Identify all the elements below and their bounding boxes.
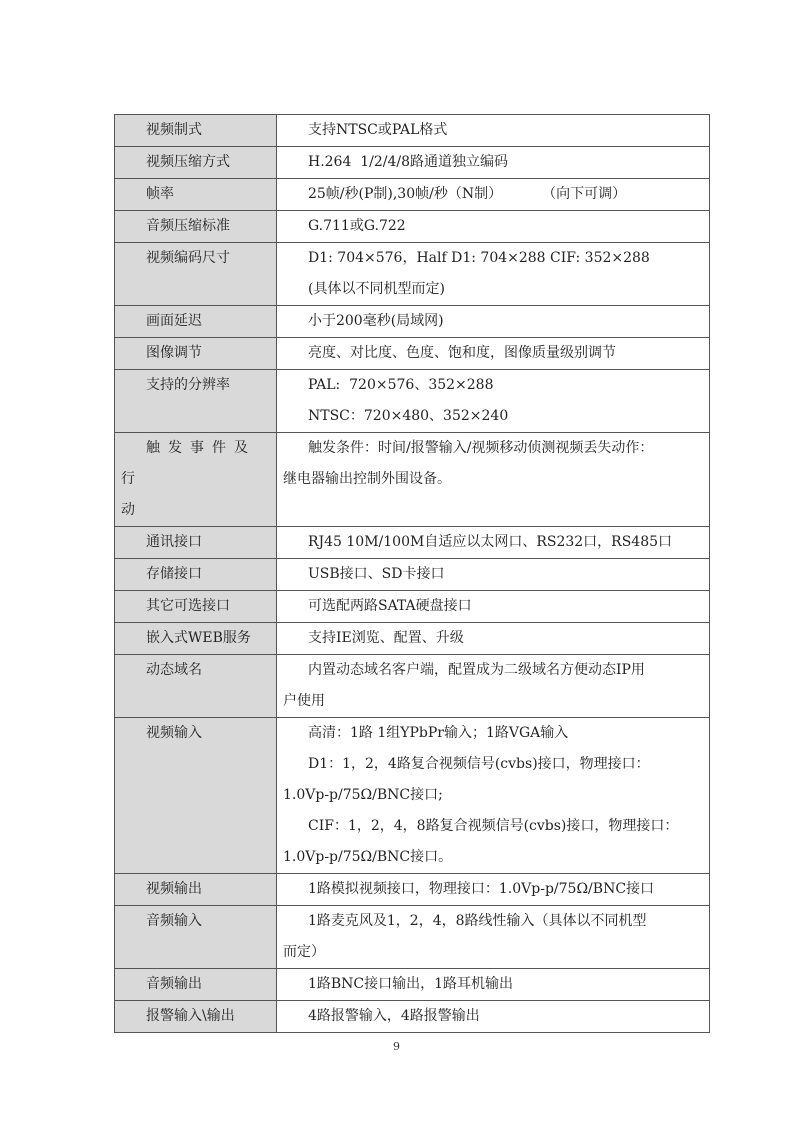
row-value: [276, 559, 709, 591]
row-label-text: 支持的分辨率: [146, 377, 230, 393]
row-value: [276, 243, 709, 306]
row-label: [115, 559, 277, 591]
row-label-text: 图像调节: [146, 345, 202, 361]
value-line: 户使用: [282, 693, 325, 709]
value-line: (具体以不同机型而定): [307, 281, 445, 297]
table-row: [115, 906, 710, 969]
value-line: 1.0Vp-p/75Ω/BNC接口。: [282, 849, 453, 865]
row-value: [276, 655, 709, 718]
row-value: [276, 527, 709, 559]
value-line: D1：1，2，4路复合视频信号(cvbs)接口，物理接口：: [307, 756, 650, 772]
value-line: RJ45 10M/100M自适应以太网口、RS232口，RS485口: [307, 534, 673, 550]
value-line: 支持NTSC或PAL格式: [307, 122, 448, 138]
row-label: [115, 527, 277, 559]
value-line: 亮度、对比度、色度、饱和度，图像质量级别调节: [307, 345, 616, 361]
row-value: [276, 906, 709, 969]
value-line: 1路麦克风及1，2，4，8路线性输入（具体以不同机型: [307, 913, 647, 929]
table-row: [115, 179, 710, 211]
row-label-text: 帧率: [146, 186, 174, 202]
page-number: 9: [393, 1040, 400, 1053]
row-value: [276, 179, 709, 211]
value-line: 25帧/秒(P制),30帧/秒（N制） （向下可调）: [307, 186, 627, 202]
row-label: [115, 179, 277, 211]
value-line: 小于200毫秒(局域网): [307, 313, 444, 329]
row-value: [276, 147, 709, 179]
value-line: D1: 704×576，Half D1: 704×288 CIF: 352×288: [307, 250, 650, 266]
row-label: [115, 433, 277, 527]
value-line: USB接口、SD卡接口: [307, 566, 445, 582]
row-value: [276, 623, 709, 655]
table-row: [115, 147, 710, 179]
row-label-text: 动: [121, 502, 135, 518]
value-line: NTSC：720×480、352×240: [307, 408, 509, 424]
row-value: [276, 115, 709, 147]
value-line: 内置动态域名客户端，配置成为二级域名方便动态IP用: [307, 662, 645, 678]
table-row: [115, 433, 710, 527]
row-label: [115, 306, 277, 338]
value-line: 触发条件：时间/报警输入/视频移动侦测视频丢失动作：: [307, 440, 654, 456]
row-label-text: 音频输入: [146, 913, 202, 929]
row-label-text: 视频输出: [146, 881, 202, 897]
row-label-text: 视频压缩方式: [146, 154, 230, 170]
row-label-text: 视频制式: [146, 122, 202, 138]
row-value: [276, 211, 709, 243]
table-row: [115, 243, 710, 306]
row-label-text: 视频编码尺寸: [146, 250, 230, 266]
row-label-text: 报警输入\输出: [146, 1008, 235, 1024]
row-label: [115, 370, 277, 433]
spec-table: [114, 114, 710, 1033]
row-label-text: 其它可选接口: [146, 598, 230, 614]
value-line: 4路报警输入，4路报警输出: [307, 1008, 480, 1024]
value-line: 而定）: [282, 944, 325, 960]
row-label: [115, 969, 277, 1001]
row-label: [115, 1001, 277, 1033]
row-value: [276, 591, 709, 623]
table-row: [115, 115, 710, 147]
row-label: [115, 211, 277, 243]
row-label: [115, 623, 277, 655]
value-line: 继电器输出控制外围设备。: [282, 471, 451, 487]
row-label-text: 视频输入: [146, 725, 202, 741]
value-line: 1.0Vp-p/75Ω/BNC接口;: [282, 787, 443, 803]
value-line: 高清：1路 1组YPbPr输入；1路VGA输入: [307, 725, 569, 741]
table-row: [115, 874, 710, 906]
row-value: [276, 370, 709, 433]
value-line: CIF：1，2，4，8路复合视频信号(cvbs)接口，物理接口：: [307, 818, 679, 834]
table-row: [115, 718, 710, 874]
table-row: [115, 338, 710, 370]
value-line: 1路模拟视频接口，物理接口：1.0Vp-p/75Ω/BNC接口: [307, 881, 655, 897]
table-row: [115, 623, 710, 655]
value-line: PAL: 720×576、352×288: [307, 377, 494, 393]
row-label: [115, 906, 277, 969]
row-label: [115, 718, 277, 874]
row-value: [276, 1001, 709, 1033]
value-line: 1路BNC接口输出，1路耳机输出: [307, 976, 514, 992]
row-value: [276, 338, 709, 370]
table-row: [115, 1001, 710, 1033]
table-row: [115, 527, 710, 559]
row-label-text: 动态域名: [146, 662, 202, 678]
row-label-text: 画面延迟: [146, 313, 202, 329]
value-line: G.711或G.722: [307, 218, 406, 234]
row-label-text: 触发事件及行: [121, 440, 256, 487]
value-line: 支持IE浏览、配置、升级: [307, 630, 464, 646]
row-label: [115, 243, 277, 306]
row-label-text: 通讯接口: [146, 534, 202, 550]
row-value: [276, 874, 709, 906]
row-label: [115, 874, 277, 906]
row-label: [115, 591, 277, 623]
table-row: [115, 306, 710, 338]
value-line: 可选配两路SATA硬盘接口: [307, 598, 472, 614]
table-row: [115, 591, 710, 623]
row-value: [276, 718, 709, 874]
value-line: H.264 1/2/4/8路通道独立编码: [307, 154, 509, 170]
table-row: [115, 370, 710, 433]
row-value: [276, 969, 709, 1001]
table-row: [115, 655, 710, 718]
table-row: [115, 969, 710, 1001]
row-label-text: 存储接口: [146, 566, 202, 582]
table-row: [115, 559, 710, 591]
row-label-text: 嵌入式WEB服务: [146, 630, 251, 646]
row-label-text: 音频压缩标准: [146, 218, 230, 234]
row-label: [115, 115, 277, 147]
row-label: [115, 655, 277, 718]
row-label: [115, 338, 277, 370]
row-value: [276, 433, 709, 527]
row-label-text: 音频输出: [146, 976, 202, 992]
row-label: [115, 147, 277, 179]
row-value: [276, 306, 709, 338]
table-row: [115, 211, 710, 243]
